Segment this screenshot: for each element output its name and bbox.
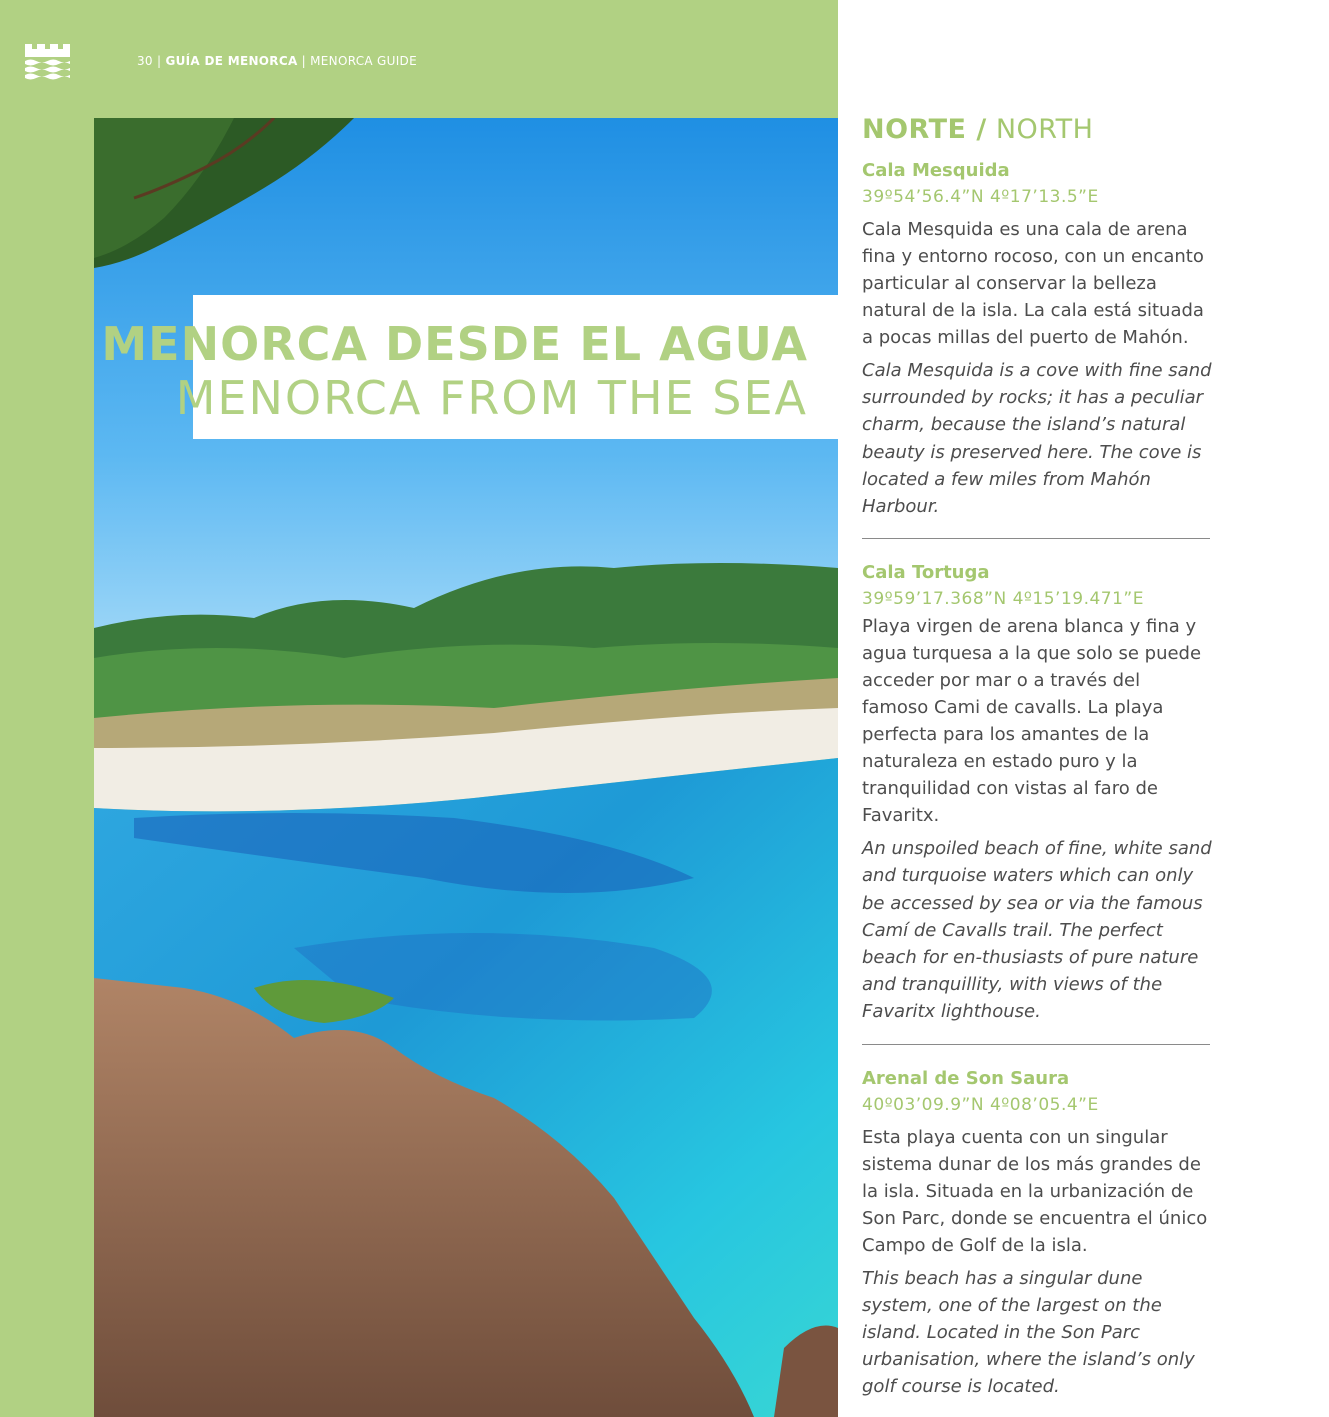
- beach-name: Cala Tortuga: [862, 562, 990, 584]
- beach-description-es: Cala Mesquida es una cala de arena fina y entorno rocoso, con un encanto particular al conservar la belleza natural de la isla. La cala está situada a pocas millas del puerto de Mahón.: [862, 219, 1204, 348]
- beach-description-en: Cala Mesquida is a cove with fine sand surrounded by rocks; it has a peculiar charm, because the island’s natural beauty is preserved here. The cove is located a few miles from Mahón Harbour.: [862, 360, 1212, 518]
- beach-entry: [862, 559, 1212, 1025]
- header-separator: |: [301, 54, 307, 68]
- beach-entry: [862, 1065, 1212, 1401]
- beach-description-en: An unspoiled beach of fine, white sand and turquoise waters which can only be accessed by sea or via the famous Camí de Cavalls trail. The perfect beach for en-thusiasts of pure nature and tranquillity, with views of the Favaritx lighthouse.: [862, 838, 1212, 1023]
- beach-name: Arenal de Son Saura: [862, 1067, 1070, 1089]
- guide-title-es: GUÍA DE MENORCA: [165, 54, 298, 68]
- beach-description-en: This beach has a singular dune system, one of the largest on the island. Located in the Son Parc urbanisation, where the island’s only golf course is located.: [862, 1267, 1195, 1398]
- beach-coordinates: 39º54’56.4”N 4º17’13.5”E: [862, 187, 1099, 207]
- running-header: [137, 54, 417, 68]
- beach-coordinates: 40º03’09.9”N 4º08’05.4”E: [862, 1094, 1099, 1115]
- beach-description-es: Esta playa cuenta con un singular sistema dunar de los más grandes de la isla. Situada en la urbanización de Son Parc, donde se encuentra el único Campo de Golf de la isla.: [862, 1126, 1208, 1256]
- entry-divider: [862, 1044, 1210, 1045]
- region-name-en: NORTH: [995, 114, 1094, 145]
- guide-title-en: MENORCA GUIDE: [310, 54, 417, 68]
- beach-coordinates: 39º59’17.368”N 4º15’19.471”E: [862, 589, 1144, 610]
- hero-title-en: MENORCA FROM THE SEA: [175, 371, 808, 425]
- beach-listing: [862, 114, 1212, 1401]
- entry-divider: [862, 538, 1210, 539]
- beach-entry: [862, 157, 1212, 520]
- header-separator: |: [157, 54, 162, 68]
- hero-title-es: MENORCA DESDE EL AGUA: [101, 317, 808, 371]
- beach-name: Cala Mesquida: [862, 160, 1010, 181]
- region-name-es: NORTE /: [862, 114, 987, 145]
- beach-description-es: Playa virgen de arena blanca y fina y agua turquesa a la que solo se puede acceder por mar o a través del famoso Cami de cavalls. La playa perfecta para los amantes de la naturaleza en estado puro y la tranquilidad con vistas al faro de Favaritx.: [862, 616, 1202, 827]
- castle-waves-icon: [25, 44, 70, 80]
- region-heading: [862, 114, 1212, 145]
- page-number: 30: [137, 54, 153, 68]
- hero-title-box: [101, 295, 838, 439]
